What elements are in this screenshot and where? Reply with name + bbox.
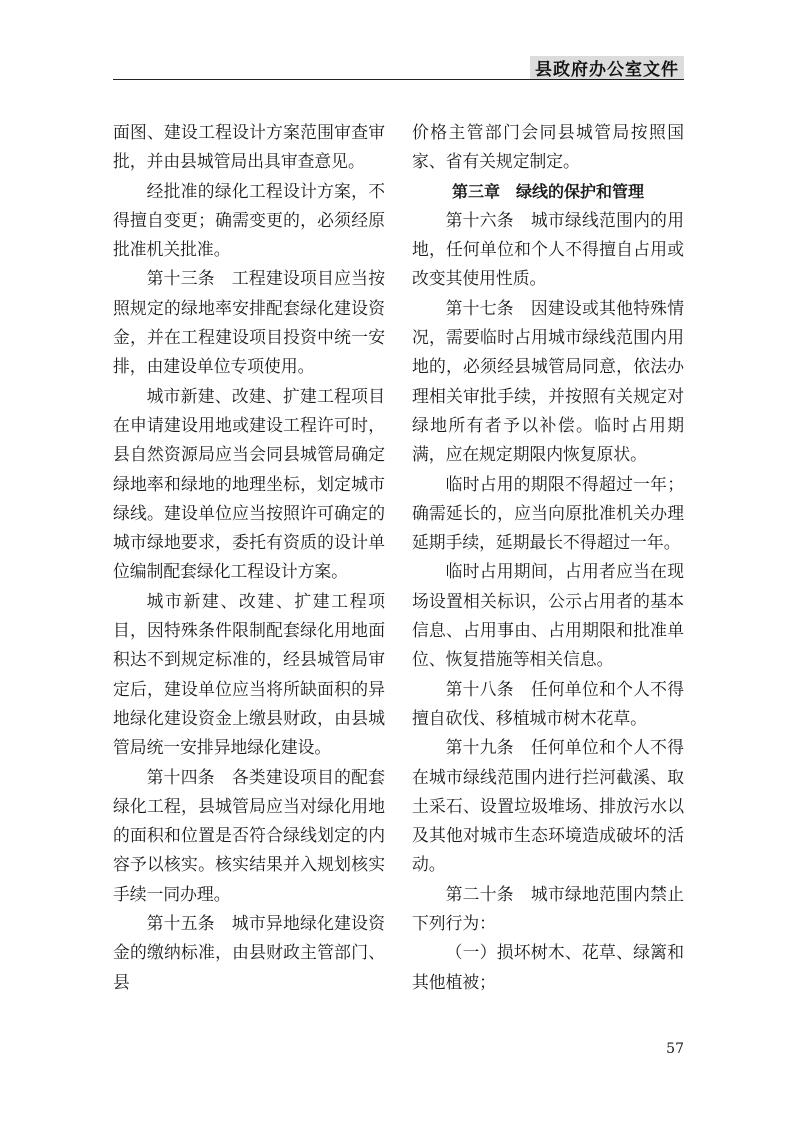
article-14: 第十四条 各类建设项目的配套绿化工程，县城管局应当对绿化用地的面积和位置是否符合绿线划定的内容予以核实。核实结果并入规划核实手续一同办理。: [113, 766, 385, 904]
article-17: 第十七条 因建设或其他特殊情况，需要临时占用城市绿线范围内用地的，必须经县城管局同意，依法办理相关审批手续，并按照有关规定对绿地所有者予以补偿。临时占用期满，应在规定期限内恢复原状。: [412, 297, 684, 465]
list-item: （一）损坏树木、花草、绿篱和其他植被；: [412, 942, 684, 992]
left-column: [113, 118, 385, 997]
header-section-title: 县政府办公室文件: [530, 56, 684, 79]
paragraph: 城市新建、改建、扩建工程项目在申请建设用地或建设工程许可时，县自然资源局应当会同县城管局确定绿地率和绿地的地理坐标，划定城市绿线。建设单位应当按照许可确定的城市绿地要求，委托有资质的设计单位编制配套绿化工程设计方案。: [113, 385, 385, 582]
right-column: [412, 118, 684, 997]
paragraph: 城市新建、改建、扩建工程项目，因特殊条件限制配套绿化用地面积达不到规定标准的，经县城管局审定后，建设单位应当将所缺面积的异地绿化建设资金上缴县财政，由县城管局统一安排异地绿化建设。: [113, 590, 385, 758]
page-number: 57: [666, 1041, 684, 1057]
article-19: 第十九条 任何单位和个人不得在城市绿线范围内进行拦河截溪、取土采石、设置垃圾堆场、排放污水以及其他对城市生态环境造成破坏的活动。: [412, 737, 684, 875]
chapter-heading: 第三章 绿线的保护和管理: [451, 181, 644, 201]
paragraph: 面图、建设工程设计方案范围审查审批，并由县城管局出具审查意见。: [113, 122, 385, 172]
paragraph: 临时占用期间，占用者应当在现场设置相关标识，公示占用者的基本信息、占用事由、占用期限和批准单位、恢复措施等相关信息。: [412, 561, 684, 670]
article-13: 第十三条 工程建设项目应当按照规定的绿地率安排配套绿化建设资金，并在工程建设项目投资中统一安排，由建设单位专项使用。: [113, 268, 385, 377]
paragraph: 临时占用的期限不得超过一年；确需延长的，应当向原批准机关办理延期手续，延期最长不得超过一年。: [412, 473, 684, 553]
article-16: 第十六条 城市绿线范围内的用地，任何单位和个人不得擅自占用或改变其使用性质。: [412, 209, 684, 289]
article-15: 第十五条 城市异地绿化建设资金的缴纳标准，由县财政主管部门、县: [113, 913, 385, 992]
header-rule: [113, 79, 684, 80]
article-18: 第十八条 任何单位和个人不得擅自砍伐、移植城市树木花草。: [412, 678, 684, 728]
article-20: 第二十条 城市绿地范围内禁止下列行为：: [412, 883, 684, 934]
paragraph: 经批准的绿化工程设计方案，不得擅自变更；确需变更的，必须经原批准机关批准。: [113, 180, 385, 260]
paragraph: 价格主管部门会同县城管局按照国家、省有关规定制定。: [412, 122, 684, 172]
